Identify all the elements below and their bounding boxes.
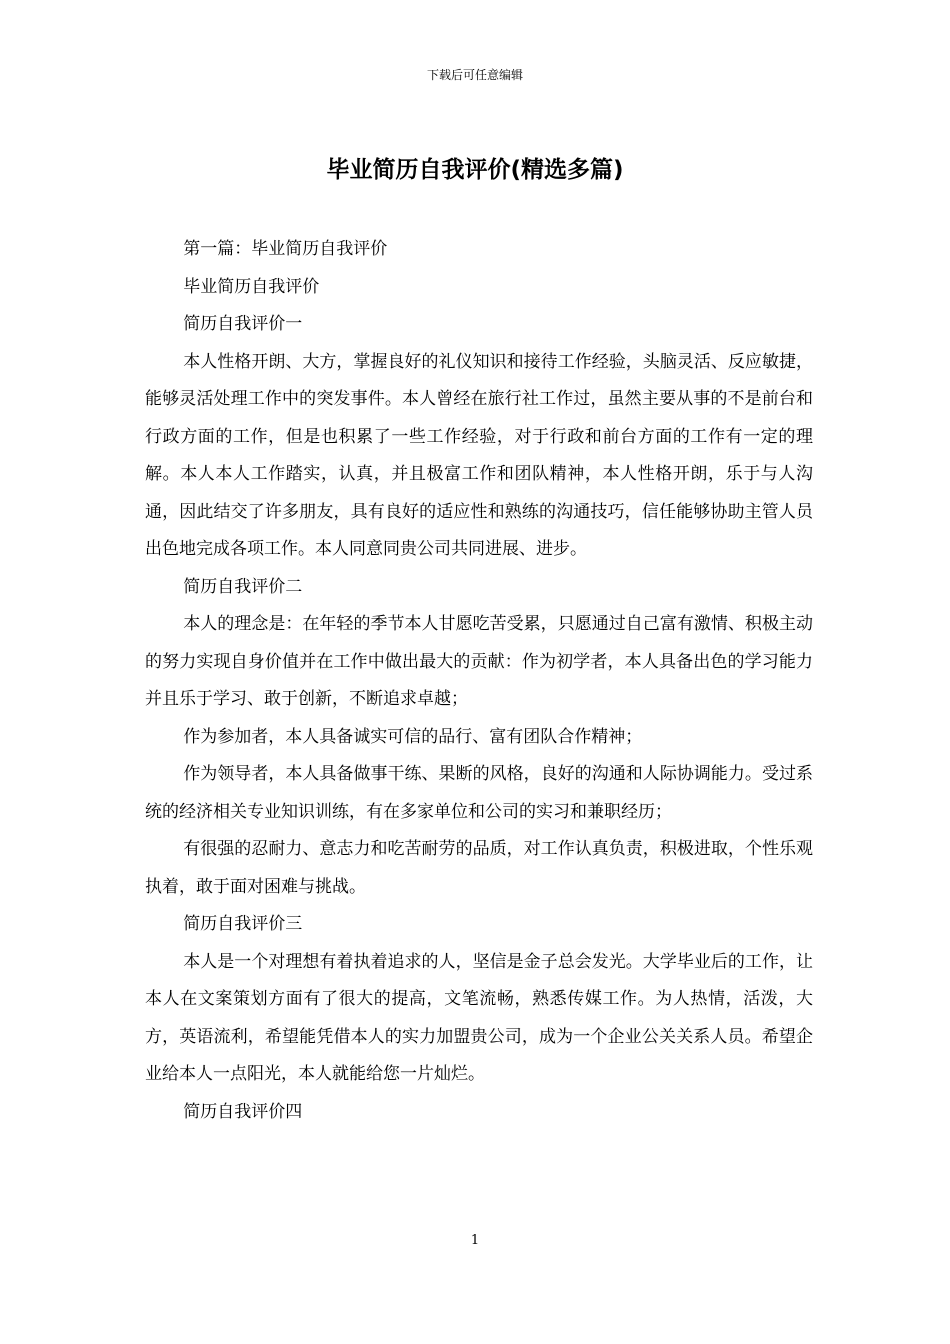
page-number: 1 <box>470 1233 480 1248</box>
body-paragraph: 有很强的忍耐力、意志力和吃苦耐劳的品质，对工作认真负责，积极进取，个性乐观执着，敢于面对困难与挑战。 <box>145 839 813 897</box>
evaluation-heading-1: 简历自我评价一 <box>183 314 303 334</box>
body-paragraph: 本人的理念是：在年轻的季节本人甘愿吃苦受累，只愿通过自己富有激情、积极主动的努力实现自身价值并在工作中做出最大的贡献：作为初学者，本人具备出色的学习能力并且乐于学习、敢于创新，不断追求卓越； <box>145 614 813 709</box>
document-title: 毕业简历自我评价(精选多篇) <box>326 157 624 183</box>
body-paragraph: 本人性格开朗、大方，掌握良好的礼仪知识和接待工作经验，头脑灵活、反应敏捷，能够灵活处理工作中的突发事件。本人曾经在旅行社工作过，虽然主要从事的不是前台和行政方面的工作，但是也积累了一些工作经验，对于行政和前台方面的工作有一定的理解。本人本人工作踏实，认真，并且极富工作和团队精神，本人性格开朗，乐于与人沟通，因此结交了许多朋友，具有良好的适应性和熟练的沟通技巧，信任能够协助主管人员出色地完成各项工作。本人同意同贵公司共同进展、进步。 <box>145 351 813 559</box>
section-heading: 第一篇：毕业简历自我评价 <box>183 239 388 259</box>
document-body <box>145 231 813 1131</box>
body-paragraph: 作为参加者，本人具备诚实可信的品行、富有团队合作精神； <box>183 726 643 747</box>
subsection-heading: 毕业简历自我评价 <box>183 276 320 297</box>
evaluation-heading-4: 简历自我评价四 <box>183 1101 303 1122</box>
evaluation-heading-2: 简历自我评价二 <box>183 576 303 597</box>
page-header-note: 下载后可任意编辑 <box>426 68 523 82</box>
body-paragraph: 本人是一个对理想有着执着追求的人，坚信是金子总会发光。大学毕业后的工作，让本人在文案策划方面有了很大的提高，文笔流畅，熟悉传媒工作。为人热情，活泼，大方，英语流利，希望能凭借本人的实力加盟贵公司，成为一个企业公关关系人员。希望企业给本人一点阳光，本人就能给您一片灿烂。 <box>145 951 813 1084</box>
body-paragraph: 作为领导者，本人具备做事干练、果断的风格，良好的沟通和人际协调能力。受过系统的经济相关专业知识训练，有在多家单位和公司的实习和兼职经历； <box>145 764 813 822</box>
evaluation-heading-3: 简历自我评价三 <box>183 914 303 934</box>
